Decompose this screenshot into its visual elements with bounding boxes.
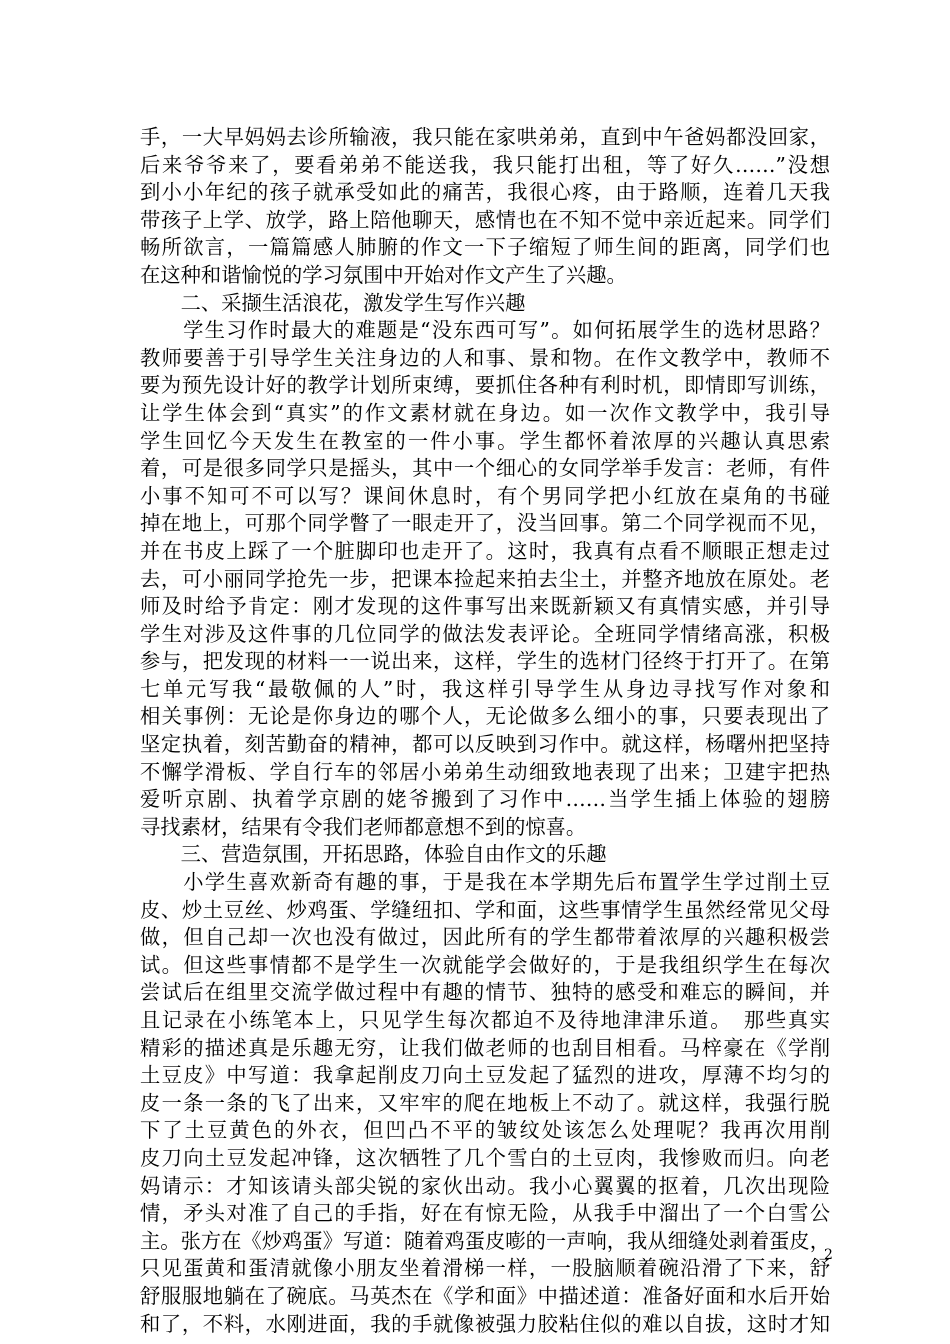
- text-line: 舒服服地躺在了碗底。马英杰在《学和面》中描述道：准备好面和水后开始: [140, 1283, 830, 1308]
- text-line: 让学生体会到“真实”的作文素材就在身边。如一次作文教学中，我引导: [140, 400, 830, 425]
- text-line: 不懈学滑板、学自行车的邻居小弟弟生动细致地表现了出来；卫建宇把热: [140, 759, 830, 784]
- text-line: 后来爷爷来了，要看弟弟不能送我，我只能打出租，等了好久……”没想: [140, 152, 830, 177]
- text-line: 尝试后在组里交流学做过程中有趣的情节、独特的感受和难忘的瞬间，并: [140, 980, 830, 1005]
- text-line: 在这种和谐愉悦的学习氛围中开始对作文产生了兴趣。: [140, 262, 627, 287]
- text-line: 皮、炒土豆丝、炒鸡蛋、学缝纽扣、学和面，这些事情学生虽然经常见父母: [140, 897, 830, 922]
- text-line: 去，可小丽同学抢先一步，把课本捡起来拍去尘土，并整齐地放在原处。老: [140, 566, 830, 591]
- text-line: 教师要善于引导学生关注身边的人和事、景和物。在作文教学中，教师不: [140, 345, 830, 370]
- text-line: 相关事例：无论是你身边的哪个人，无论做多么细小的事，只要表现出了: [140, 704, 830, 729]
- text-line: 皮刀向土豆发起冲锋，这次牺牲了几个雪白的土豆肉，我惨败而归。向老: [140, 1145, 830, 1170]
- text-line: 着，可是很多同学只是摇头，其中一个细心的女同学举手发言：老师，有件: [140, 456, 830, 481]
- text-line: 土豆皮》中写道：我拿起削皮刀向土豆发起了猛烈的进攻，厚薄不均匀的: [140, 1063, 830, 1088]
- text-line: 妈请示：才知该请头部尖锐的家伙出动。我小心翼翼的抠着，几次出现险: [140, 1173, 830, 1198]
- text-line: 和了，不料，水刚进面，我的手就像被强力胶粘住似的难以自拔，这时才知: [140, 1311, 830, 1336]
- text-line: 并在书皮上踩了一个脏脚印也走开了。这时，我真有点看不顺眼正想走过: [140, 538, 830, 563]
- text-line: 爱听京剧、执着学京剧的姥爷搬到了习作中……当学生插上体验的翅膀: [140, 787, 830, 812]
- text-line: 试。但这些事情都不是学生一次就能学会做好的，于是我组织学生在每次: [140, 952, 830, 977]
- text-line: 学生习作时最大的难题是“没东西可写”。如何拓展学生的选材思路？: [140, 318, 830, 343]
- text-line: 且记录在小练笔本上，只见学生每次都迫不及待地津津乐道。 那些真实: [140, 1008, 830, 1032]
- text-line: 参与，把发现的材料一一说出来，这样，学生的选材门径终于打开了。在第: [140, 649, 830, 674]
- text-line: 掉在地上，可那个同学瞥了一眼走开了，没当回事。第二个同学视而不见，: [140, 511, 830, 536]
- text-line: 下了土豆黄色的外衣，但凹凸不平的皱纹处该怎么处理呢？我再次用削: [140, 1118, 830, 1143]
- text-line: 到小小年纪的孩子就承受如此的痛苦，我很心疼，由于路顺，连着几天我: [140, 180, 830, 205]
- text-line: 小事不知可不可以写？课间休息时，有个男同学把小红放在桌角的书碰: [140, 483, 830, 508]
- text-line: 师及时给予肯定：刚才发现的这件事写出来既新颖又有真情实感，并引导: [140, 594, 830, 619]
- text-line: 主。张方在《炒鸡蛋》写道：随着鸡蛋皮嘭的一声响，我从细缝处剥着蛋皮，: [140, 1228, 830, 1253]
- text-line: 精彩的描述真是乐趣无穷，让我们做老师的也刮目相看。马梓豪在《学削: [140, 1035, 830, 1060]
- page-number: 2: [824, 1247, 833, 1263]
- text-line: 畅所欲言，一篇篇感人肺腑的作文一下子缩短了师生间的距离，同学们也: [140, 235, 830, 260]
- section-heading: 二、采撷生活浪花，激发学生写作兴趣: [140, 290, 526, 315]
- text-line: 七单元写我“最敬佩的人”时，我这样引导学生从身边寻找写作对象和: [140, 676, 830, 701]
- text-line: 手，一大早妈妈去诊所输液，我只能在家哄弟弟，直到中午爸妈都没回家，: [140, 125, 830, 149]
- text-line: 要为预先设计好的教学计划所束缚，要抓住各种有利时机，即情即写训练，: [140, 373, 830, 398]
- text-line: 只见蛋黄和蛋清就像小朋友坐着滑梯一样，一股脑顺着碗沿滑了下来，舒: [140, 1256, 830, 1281]
- text-line: 小学生喜欢新奇有趣的事，于是我在本学期先后布置学生学过削土豆: [140, 870, 830, 895]
- text-line: 学生回忆今天发生在教室的一件小事。学生都怀着浓厚的兴趣认真思索: [140, 428, 830, 453]
- text-line: 带孩子上学、放学，路上陪他聊天，感情也在不知不觉中亲近起来。同学们: [140, 207, 830, 232]
- text-line: 皮一条一条的飞了出来，又牢牢的爬在地板上不动了。就这样，我强行脱: [140, 1090, 830, 1115]
- section-heading: 三、营造氛围，开拓思路，体验自由作文的乐趣: [140, 842, 607, 867]
- text-line: 情，矛头对准了自己的手指，好在有惊无险，从我手中溜出了一个白雪公: [140, 1201, 830, 1226]
- text-line: 学生对涉及这件事的几位同学的做法发表评论。全班同学情绪高涨，积极: [140, 621, 830, 646]
- text-line: 做，但自己却一次也没有做过，因此所有的学生都带着浓厚的兴趣积极尝: [140, 925, 830, 950]
- text-line: 坚定执着，刻苦勤奋的精神，都可以反映到习作中。就这样，杨曙州把坚持: [140, 732, 830, 757]
- body-text: [140, 124, 830, 1338]
- text-line: 寻找素材，结果有令我们老师都意想不到的惊喜。: [140, 814, 587, 839]
